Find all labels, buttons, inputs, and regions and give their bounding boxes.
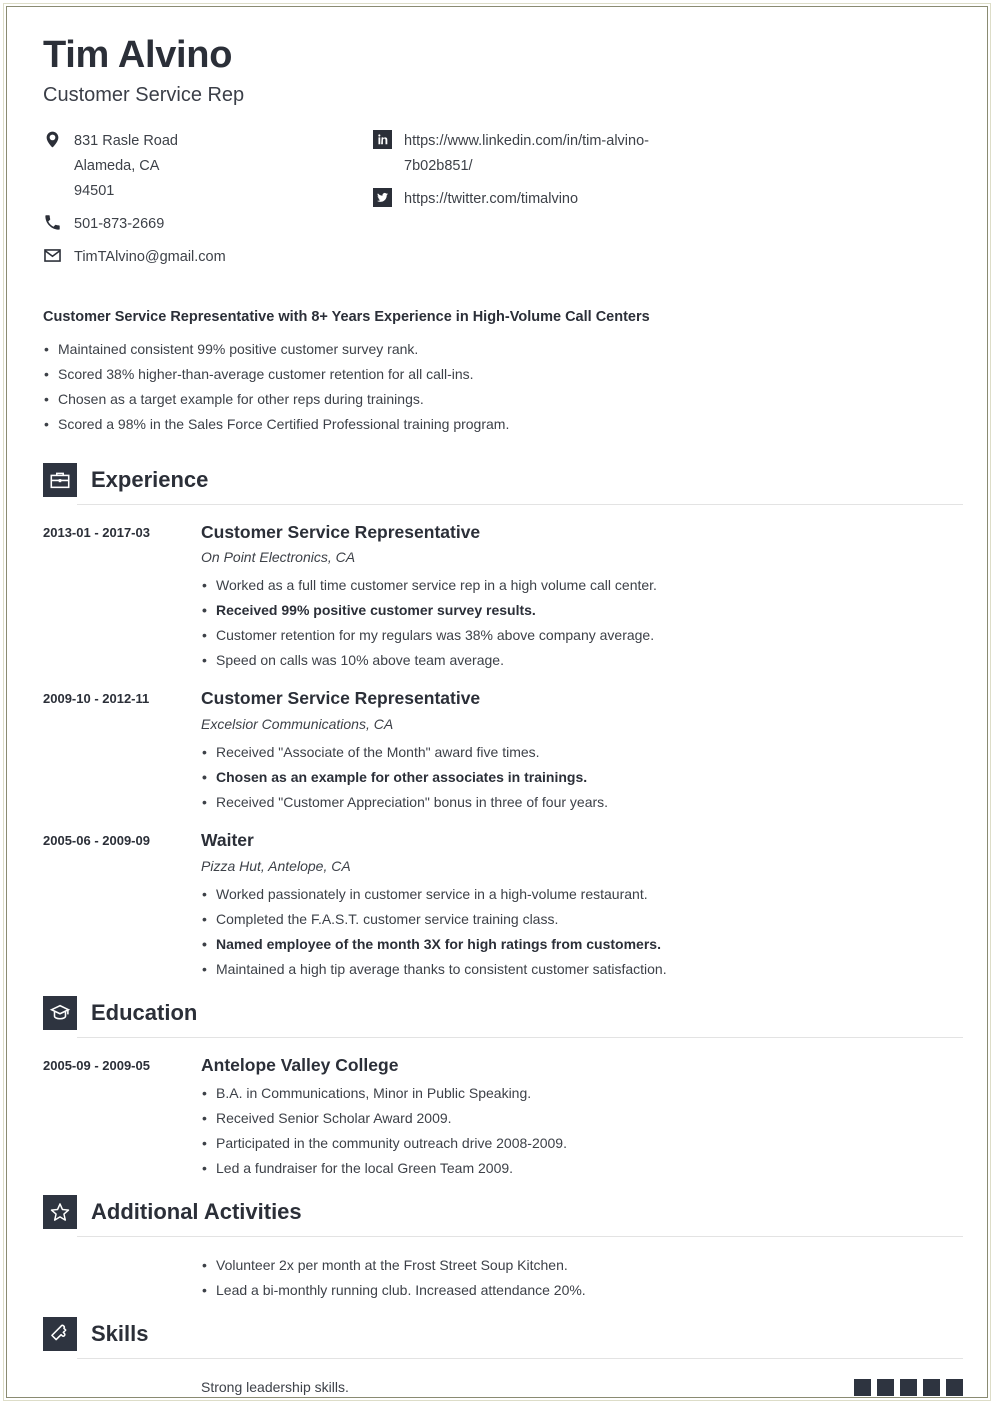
- summary-bullet-list: [43, 337, 963, 437]
- entry-bullet-list: [201, 1081, 963, 1181]
- section-header: [43, 1317, 963, 1351]
- address-text: [74, 129, 178, 204]
- section-title: Skills: [91, 1320, 149, 1346]
- entry-body: [201, 687, 963, 815]
- entry-role: Customer Service Representative: [201, 688, 481, 709]
- list-item: • B.A. in Communications, Minor in Public Speaking.: [201, 1081, 963, 1106]
- phone-text: 501-873-2669: [74, 215, 165, 232]
- list-item: • Participated in the community outreach drive 2008-2009.: [201, 1131, 963, 1156]
- job-title: Customer Service Rep: [43, 83, 245, 106]
- skill-rating: [854, 1379, 963, 1396]
- twitter-icon: [373, 188, 392, 207]
- summary-title: Customer Service Representative with 8+ Years Experience in High-Volume Call Centers: [43, 308, 650, 325]
- section-divider: [77, 1236, 963, 1237]
- entry-dates: 2013-01 - 2017-03: [43, 524, 150, 540]
- contact-email[interactable]: [43, 245, 373, 270]
- list-item: • Received 99% positive customer survey results.: [201, 598, 963, 623]
- email-text: TimTAlvino@gmail.com: [74, 248, 226, 265]
- activities-entry: [43, 1253, 963, 1303]
- page-title: Tim Alvino: [43, 34, 233, 76]
- skill-label: Strong leadership skills.: [201, 1378, 349, 1395]
- page-frame: [6, 6, 988, 1398]
- email-envelope-icon: [43, 246, 62, 265]
- section-experience: [43, 463, 963, 982]
- entry-dates: 2005-09 - 2009-05: [43, 1057, 150, 1073]
- list-item: • Speed on calls was 10% above team average.: [201, 648, 963, 673]
- list-item: • Lead a bi-monthly running club. Increased attendance 20%.: [201, 1278, 963, 1303]
- contact-phone[interactable]: [43, 212, 373, 237]
- experience-entry: [43, 829, 963, 982]
- list-item: • Maintained consistent 99% positive customer survey rank.: [43, 337, 963, 362]
- section-divider: [77, 1358, 963, 1359]
- entry-role: Customer Service Representative: [201, 521, 481, 542]
- list-item: • Completed the F.A.S.T. customer service training class.: [201, 907, 963, 932]
- contact-linkedin[interactable]: [373, 129, 963, 179]
- entry-organization: Pizza Hut, Antelope, CA: [201, 857, 351, 874]
- phone-icon: [43, 213, 62, 232]
- list-item: • Scored a 98% in the Sales Force Certified Professional training program.: [43, 412, 963, 437]
- section-additional-activities: [43, 1195, 963, 1303]
- entry-bullet-list: [201, 1253, 963, 1303]
- skill-item: [201, 1375, 963, 1400]
- skill-rating-box: [854, 1379, 871, 1396]
- section-divider: [77, 1037, 963, 1038]
- skill-rating-box: [923, 1379, 940, 1396]
- address-line-2: Alameda, CA: [74, 157, 160, 174]
- entry-dates: 2009-10 - 2012-11: [43, 691, 150, 707]
- linkedin-url-text: [404, 129, 649, 179]
- star-icon: [43, 1195, 77, 1229]
- entry-bullet-list: [201, 573, 963, 673]
- experience-entry: [43, 687, 963, 815]
- entry-bullet-list: [201, 740, 963, 815]
- contact-column-left: [43, 129, 373, 278]
- contact-block: [43, 129, 963, 278]
- section-education: [43, 996, 963, 1181]
- section-title: Additional Activities: [91, 1198, 302, 1224]
- list-item: • Scored 38% higher-than-average customer retention for all call-ins.: [43, 362, 963, 387]
- list-item: • Named employee of the month 3X for high ratings from customers.: [201, 932, 963, 957]
- list-item: • Chosen as an example for other associates in trainings.: [201, 765, 963, 790]
- entry-role: Waiter: [201, 830, 254, 851]
- contact-column-right: [373, 129, 963, 278]
- location-pin-icon: [43, 130, 62, 149]
- contact-address: [43, 129, 373, 204]
- list-item: • Volunteer 2x per month at the Frost Street Soup Kitchen.: [201, 1253, 963, 1278]
- list-item: • Received "Associate of the Month" award five times.: [201, 740, 963, 765]
- entry-body: [201, 829, 963, 982]
- section-header: [43, 463, 963, 497]
- address-line-3: 94501: [74, 182, 115, 199]
- briefcase-icon: [43, 463, 77, 497]
- entry-organization: On Point Electronics, CA: [201, 549, 356, 566]
- summary-block: [43, 308, 963, 437]
- puzzle-piece-icon: [43, 1317, 77, 1351]
- section-divider: [77, 504, 963, 505]
- skill-rating-box: [900, 1379, 917, 1396]
- entry-body: [201, 1375, 963, 1400]
- entry-school: Antelope Valley College: [201, 1054, 399, 1075]
- list-item: • Received "Customer Appreciation" bonus in three of four years.: [201, 790, 963, 815]
- entry-organization: Excelsior Communications, CA: [201, 716, 394, 733]
- entry-bullet-list: [201, 882, 963, 982]
- list-item: • Received Senior Scholar Award 2009.: [201, 1106, 963, 1131]
- contact-twitter[interactable]: [373, 187, 963, 212]
- list-item: • Worked as a full time customer service rep in a high volume call center.: [201, 573, 963, 598]
- linkedin-url-line-1: https://www.linkedin.com/in/tim-alvino-: [404, 132, 649, 149]
- list-item: • Chosen as a target example for other reps during trainings.: [43, 387, 963, 412]
- section-title: Education: [91, 999, 198, 1025]
- education-entry: [43, 1054, 963, 1181]
- section-skills: [43, 1317, 963, 1400]
- experience-entry: [43, 521, 963, 674]
- skill-rating-box: [946, 1379, 963, 1396]
- section-header: [43, 1195, 963, 1229]
- entry-body: [201, 1054, 963, 1181]
- list-item: • Customer retention for my regulars was 38% above company average.: [201, 623, 963, 648]
- skill-rating-box: [877, 1379, 894, 1396]
- skills-entry: [43, 1375, 963, 1400]
- list-item: • Maintained a high tip average thanks to consistent customer satisfaction.: [201, 957, 963, 982]
- list-item: • Worked passionately in customer service in a high-volume restaurant.: [201, 882, 963, 907]
- section-title: Experience: [91, 466, 209, 492]
- linkedin-icon: [373, 130, 392, 149]
- entry-dates: 2005-06 - 2009-09: [43, 833, 150, 849]
- section-header: [43, 996, 963, 1030]
- graduation-cap-icon: [43, 996, 77, 1030]
- linkedin-url-line-2: 7b02b851/: [404, 157, 473, 174]
- resume-document: [43, 35, 963, 1414]
- entry-body: [201, 1253, 963, 1303]
- twitter-url-text: https://twitter.com/timalvino: [404, 190, 579, 207]
- entry-body: [201, 521, 963, 674]
- list-item: • Led a fundraiser for the local Green Team 2009.: [201, 1156, 963, 1181]
- address-line-1: 831 Rasle Road: [74, 132, 178, 149]
